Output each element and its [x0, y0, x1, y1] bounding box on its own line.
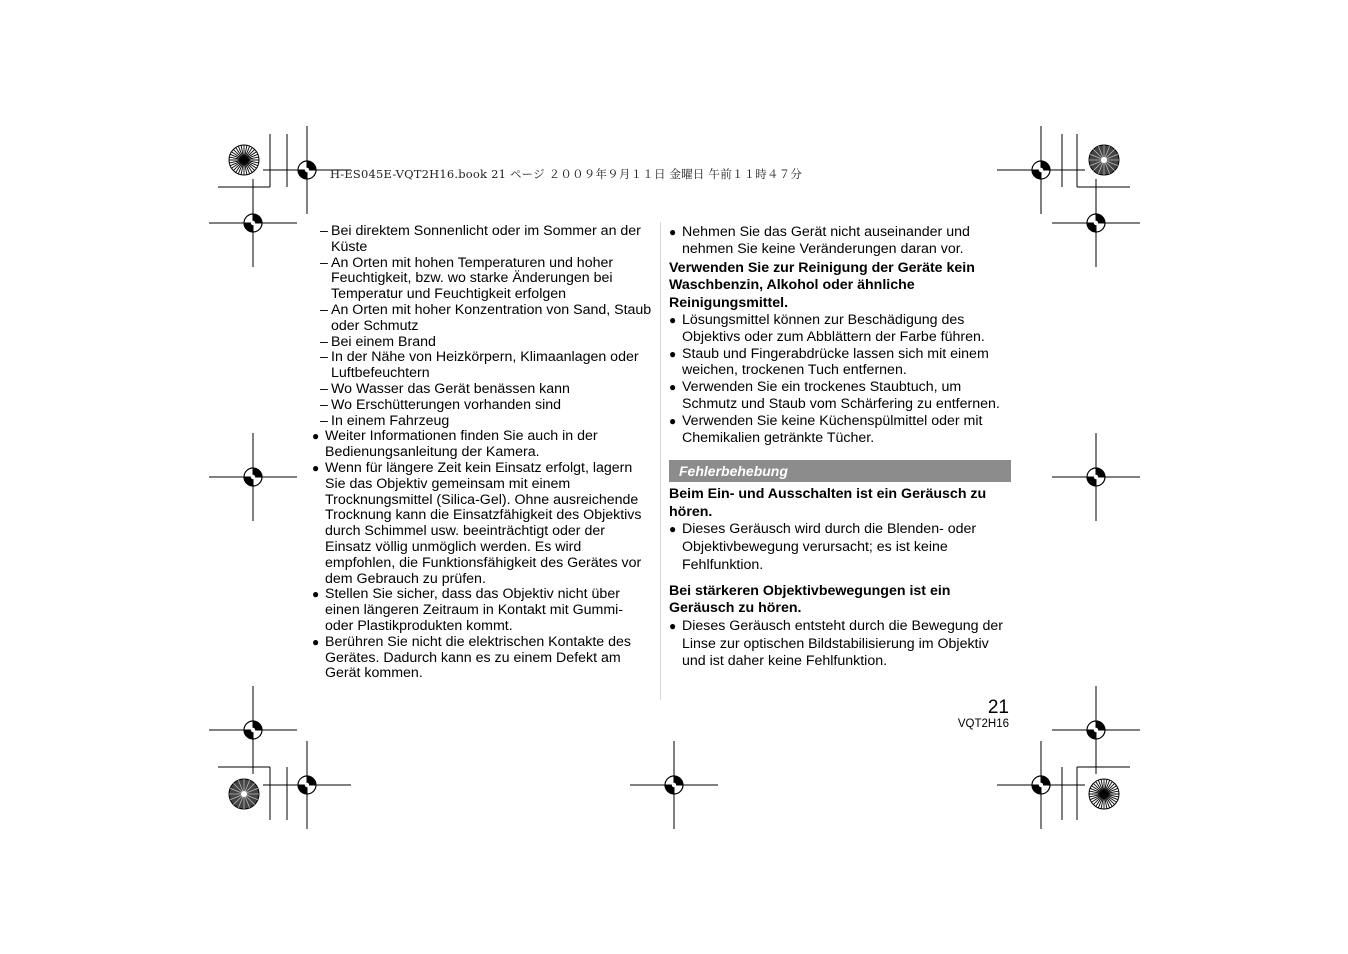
bullet-item-text: Verwenden Sie keine Küchenspülmittel oder mit Chemikalien getränkte Tücher.	[682, 412, 983, 446]
answer-text: Dieses Geräusch entsteht durch die Bewegung der Linse zur optischen Bildstabilisierung im Objektiv und ist daher keine Fehlfunktion.	[682, 617, 1003, 670]
dash-mark: –	[320, 223, 328, 239]
cleaning-bullet-list	[669, 312, 1011, 446]
bullet-item-text: Wenn für längere Zeit kein Einsatz erfolgt, lagern Sie das Objektiv gemeinsam mit einem Trocknungsmittel (Silica-Gel). Ohne ausreichende Trocknung kann die Einsatzfähigkeit des Objektivs durch Schimmel usw. beeinträchtigt oder der Einsatz völlig unmöglich werden. Es wird empfohlen, die Funktionsfähigkeit des Gerätes vor dem Gebrauch zu prüfen.	[325, 459, 642, 587]
bullet-list-item	[312, 635, 654, 682]
troubleshooting-list	[669, 486, 1011, 671]
bullet-icon: ●	[669, 346, 677, 361]
dash-item-text: An Orten mit hohen Temperaturen und hoher Feuchtigkeit, bzw. wo starke Änderungen bei Temperatur und Feuchtigkeit erfolgen	[331, 254, 614, 303]
bullet-icon: ●	[669, 380, 677, 395]
bullet-item-text: Stellen Sie sicher, dass das Objektiv nicht über einen längeren Zeitraum in Kontakt mit Gummi- oder Plastikprodukten kommt.	[325, 586, 624, 634]
dash-item-text: Bei direktem Sonnenlicht oder im Sommer an der Küste	[331, 223, 641, 255]
dash-list-item	[312, 382, 654, 398]
dash-item-text: Wo Wasser das Gerät benässen kann	[331, 380, 570, 397]
location-dash-list	[312, 224, 654, 429]
left-bullet-list	[312, 429, 654, 682]
bullet-icon: ●	[669, 313, 677, 328]
bullet-list-item	[312, 587, 654, 634]
column-divider	[660, 222, 661, 700]
bullet-icon: ●	[669, 225, 677, 239]
left-column	[312, 224, 654, 682]
bullet-icon: ●	[312, 460, 320, 475]
bullet-icon: ●	[312, 634, 320, 649]
dash-mark: –	[320, 412, 328, 429]
cleaning-heading: Verwenden Sie zur Reinigung der Geräte kein Waschbenzin, Alkohol oder ähnliche Reinigungsmittel.	[669, 259, 975, 311]
dash-item-text: An Orten mit hoher Konzentration von Sand, Staub oder Schmutz	[331, 301, 652, 334]
bullet-item-text: Staub und Fingerabdrücke lassen sich mit einem weichen, trockenen Tuch entfernen.	[682, 345, 989, 379]
dash-list-item	[312, 303, 654, 335]
dash-item-text: Wo Erschütterungen vorhanden sind	[331, 396, 562, 413]
bullet-icon: ●	[669, 413, 677, 428]
dash-mark: –	[320, 254, 328, 271]
right-column	[669, 224, 1011, 671]
bullet-icon: ●	[312, 587, 320, 602]
troubleshooting-answer	[669, 521, 1011, 574]
bullet-item-text: Berühren Sie nicht die elektrischen Kontakte des Gerätes. Dadurch kann es zu einem Defekt am Gerät kommen.	[325, 633, 632, 682]
dash-item-text: In einem Fahrzeug	[331, 412, 450, 429]
dash-mark: –	[320, 380, 328, 397]
bullet-icon: ●	[312, 429, 320, 444]
dash-list-item	[312, 350, 654, 382]
answer-text: Dieses Geräusch wird durch die Blenden- oder Objektivbewegung verursacht; es ist keine Fehlfunktion.	[682, 521, 977, 574]
section-title-troubleshooting: Fehlerbehebung	[669, 460, 1011, 482]
bullet-item-text: Verwenden Sie ein trockenes Staubtuch, um Schmutz und Staub vom Schärfering zu entfernen.	[682, 379, 1000, 413]
dash-mark: –	[320, 301, 328, 318]
bullet-icon: ●	[669, 618, 677, 633]
bullet-icon: ●	[669, 522, 677, 537]
dash-list-item	[312, 414, 654, 430]
troubleshooting-question: Beim Ein- und Ausschalten ist ein Geräusch zu hören.	[669, 486, 987, 520]
dash-list-item	[312, 335, 654, 351]
troubleshooting-answer	[669, 618, 1011, 671]
dash-mark: –	[320, 396, 328, 413]
dash-item-text: Bei einem Brand	[331, 333, 436, 350]
troubleshooting-question: Bei stärkeren Objektivbewegungen ist ein Geräusch zu hören.	[669, 582, 951, 617]
dash-list-item	[312, 256, 654, 303]
bullet-list-item	[669, 312, 1011, 346]
dash-list-item	[312, 398, 654, 414]
bullet-list-item	[669, 413, 1011, 447]
bullet-list-item	[669, 379, 1011, 413]
model-code: VQT2H16	[957, 718, 1009, 730]
page-number: 21	[987, 697, 1009, 718]
dash-item-text: In der Nähe von Heizkörpern, Klimaanlagen oder Luftbefeuchtern	[331, 349, 639, 382]
bullet-list-item	[312, 461, 654, 587]
book-file-header: H-ES045E-VQT2H16.book 21 ページ ２００９年９月１１日 金曜日 午前１１時４７分	[330, 167, 803, 181]
dash-mark: –	[320, 333, 328, 350]
bullet-item-text: Weiter Informationen finden Sie auch in der Bedienungsanleitung der Kamera.	[325, 428, 598, 461]
bullet-list-item	[312, 429, 654, 461]
dash-mark: –	[320, 349, 328, 366]
dash-list-item	[312, 224, 654, 256]
bullet-list-item	[669, 346, 1011, 380]
bullet-item-text: Lösungsmittel können zur Beschädigung des Objektivs oder zum Abblättern der Farbe führen.	[682, 312, 985, 345]
disassembly-note: ● Nehmen Sie das Gerät nicht auseinander und nehmen Sie keine Veränderungen daran vor.	[669, 224, 970, 257]
